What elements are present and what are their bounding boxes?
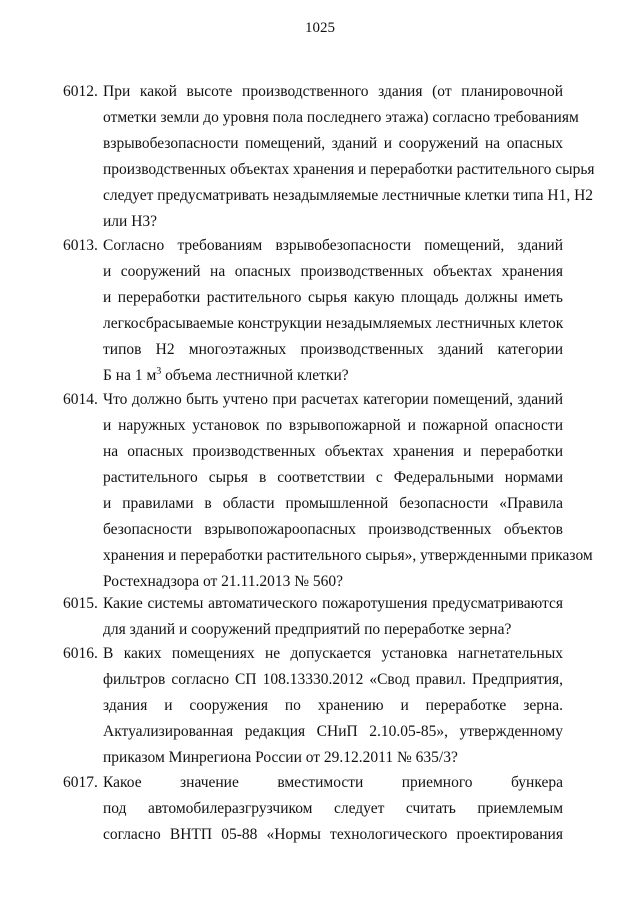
question-6016 [63,641,563,771]
question-line: под автомобилеразгрузчиком следует считать приемлемым [103,800,563,817]
question-number: 6017. [63,774,98,791]
question-line: При какой высоте производственного здания (от планировочной [103,83,563,100]
question-line: типов Н2 многоэтажных производственных зданий категории [103,341,563,358]
question-line: Какие системы автоматического пожаротушения предусматриваются [103,595,563,612]
question-line: Актуализированная редакция СНиП 2.10.05-85», утвержденному [103,723,563,740]
question-line [103,363,563,389]
question-line: Какое значение вместимости приемного бункера [103,774,563,791]
question-line: отметки земли до уровня пола последнего этажа) согласно требованиям [103,109,579,126]
question-line: для зданий и сооружений предприятий по переработке зерна? [103,621,512,638]
question-number: 6014. [63,391,98,408]
question-line: согласно ВНТП 05-88 «Нормы технологического проектирования [103,826,563,843]
question-line: взрывобезопасности помещений, зданий и сооружений на опасных [103,135,563,152]
question-number: 6016. [63,645,98,662]
question-number: 6012. [63,83,98,100]
question-line: Согласно требованиям взрывобезопасности помещений, зданий [103,237,563,254]
question-6013 [63,233,564,389]
question-line: и правилами в области промышленной безопасности «Правила [103,495,563,512]
question-line: и переработки растительного сырья какую площадь должны иметь [103,289,563,306]
question-line: и наружных установок по взрывопожарной и пожарной опасности [103,417,563,434]
question-line: легкосбрасываемые конструкции незадымляемых лестничных клеток [103,315,564,332]
question-line: и сооружений на опасных производственных объектах хранения [103,263,563,280]
question-6014 [63,387,593,595]
question-line: хранения и переработки растительного сырья», утвержденными приказом [103,547,593,564]
question-number: 6013. [63,237,98,254]
superscript: 3 [156,365,162,377]
question-line: В каких помещениях не допускается установка нагнетательных [103,645,563,662]
question-6012 [63,79,595,235]
question-line: на опасных производственных объектах хранения и переработки [103,443,563,460]
question-line: приказом Минрегиона России от 29.12.2011 № 635/3? [103,749,458,766]
question-6017 [63,770,563,848]
question-line: растительного сырья в соответствии с Федеральными нормами [103,469,563,486]
question-number: 6015. [63,595,98,612]
question-line: производственных объектах хранения и переработки растительного сырья [103,161,595,178]
page-number: 1025 [305,20,335,36]
question-line: фильтров согласно СП 108.13330.2012 «Свод правил. Предприятия, [103,671,563,688]
question-line: следует предусматривать незадымляемые лестничные клетки типа Н1, Н2 [103,187,594,204]
text-fragment: Б на 1 м [103,367,157,384]
question-line: безопасности взрывопожароопасных производственных объектов [103,521,563,538]
text-fragment: объема лестничной клетки? [165,367,349,384]
question-6015 [63,591,563,643]
question-line: или Н3? [103,213,158,230]
question-line: Ростехнадзора от 21.11.2013 № 560? [103,573,344,590]
question-line: здания и сооружения по хранению и переработке зерна. [103,697,563,714]
question-line: Что должно быть учтено при расчетах категории помещений, зданий [103,391,563,408]
